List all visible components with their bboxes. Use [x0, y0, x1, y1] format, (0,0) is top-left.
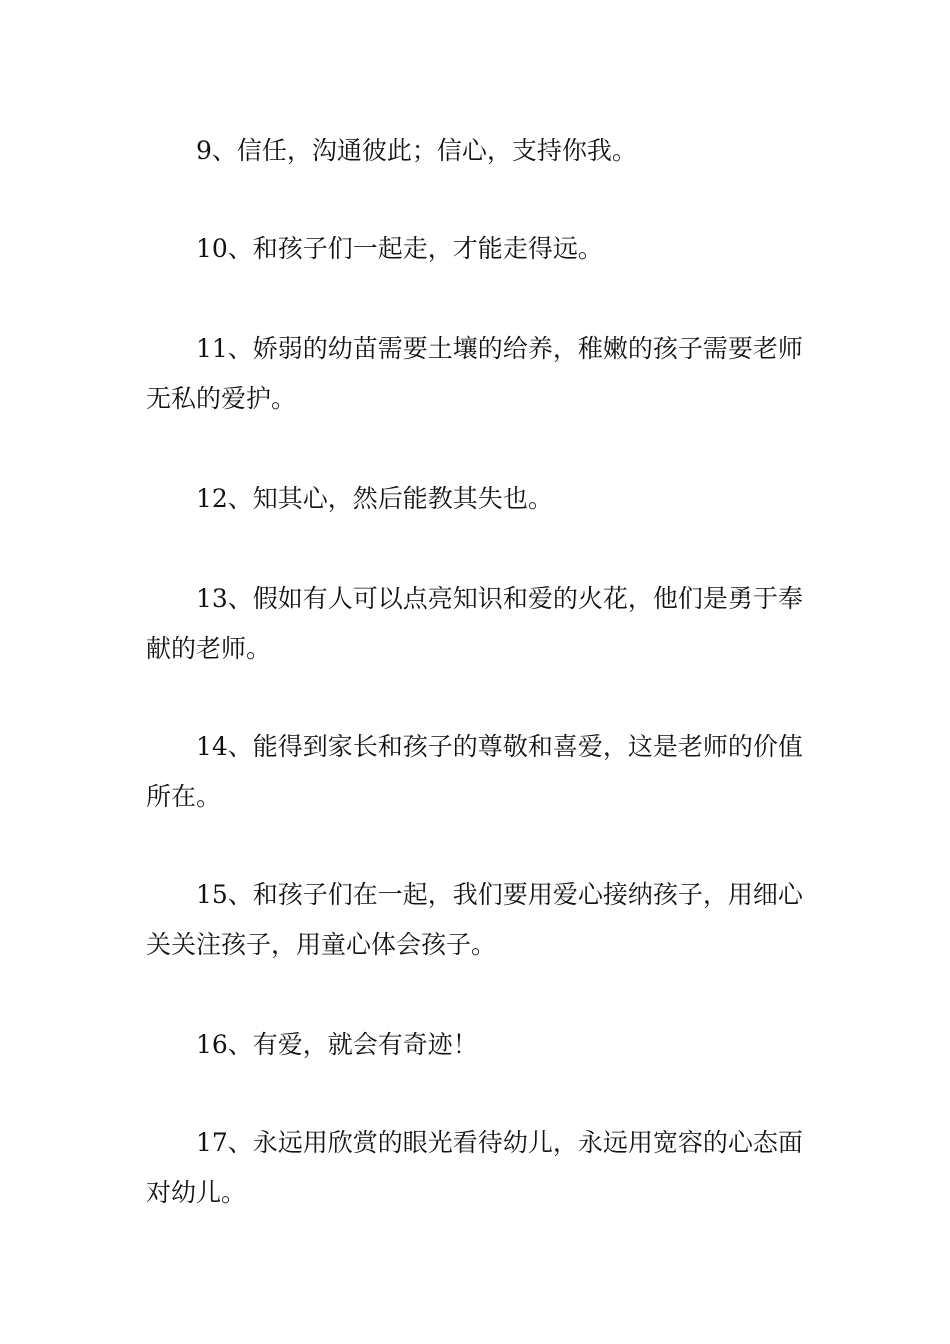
paragraph-10: 10、和孩子们一起走，才能走得远。	[196, 234, 603, 263]
paragraph-9: 9、信任，沟通彼此；信心，支持你我。	[196, 136, 637, 165]
paragraph-11: 11、娇弱的幼苗需要土壤的给养，稚嫩的孩子需要老师无私的爱护。	[146, 334, 803, 413]
paragraph-13: 13、假如有人可以点亮知识和爱的火花，他们是勇于奉献的老师。	[146, 584, 803, 663]
paragraph-16: 16、有爱，就会有奇迹！	[196, 1030, 478, 1059]
paragraph-14: 14、能得到家长和孩子的尊敬和喜爱，这是老师的价值所在。	[146, 732, 803, 811]
paragraph-17: 17、永远用欣赏的眼光看待幼儿，永远用宽容的心态面对幼儿。	[146, 1128, 803, 1207]
paragraph-15: 15、和孩子们在一起，我们要用爱心接纳孩子，用细心关关注孩子，用童心体会孩子。	[146, 880, 803, 959]
paragraph-12: 12、知其心，然后能教其失也。	[196, 484, 553, 513]
